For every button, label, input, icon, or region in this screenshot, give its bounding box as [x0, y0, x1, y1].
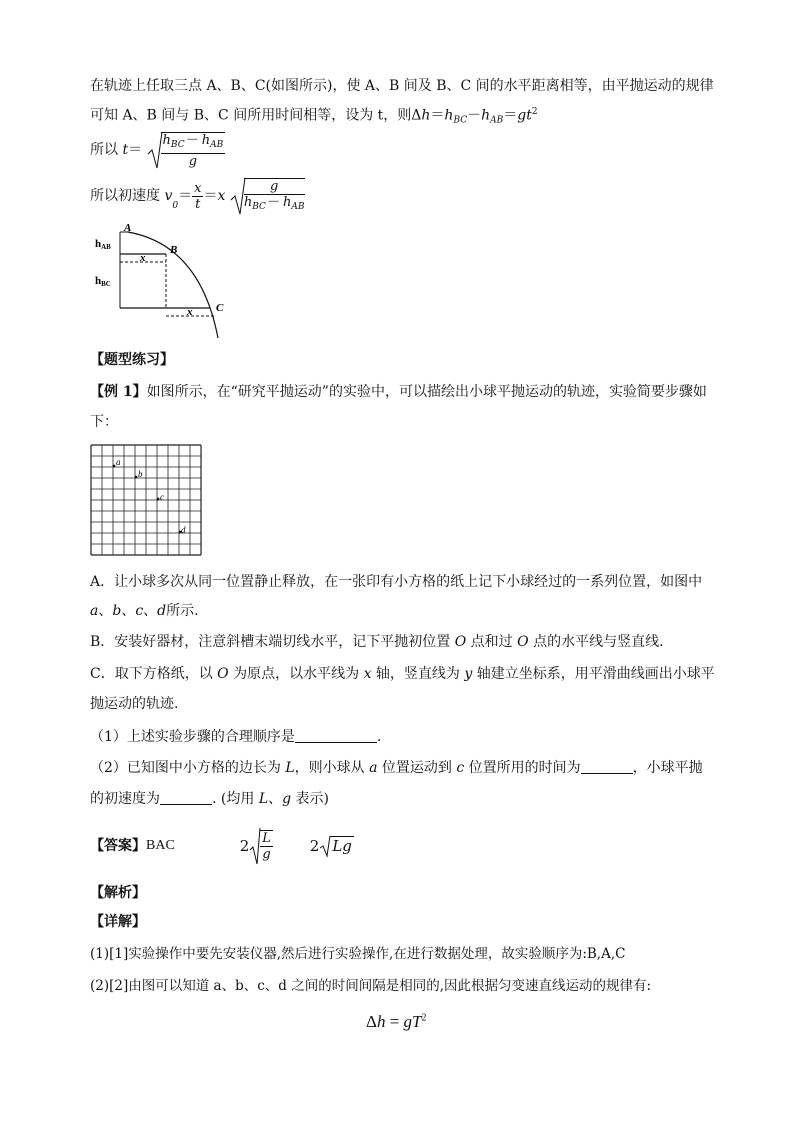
- point-c: [157, 498, 160, 501]
- intro-line-1: 在轨迹上任取三点 A、B、C(如图所示)，使 A、B 间及 B、C 间的水平距离相等，由平抛运动的规律: [90, 78, 714, 94]
- step-A-line-1: A．让小球多次从同一位置静止释放，在一张印有小方格的纸上记下小球经过的一系列位置，如图中: [90, 574, 703, 590]
- label-b: b: [138, 469, 143, 479]
- t-formula: 所以 t＝ $\frac{h_{BC}- h_{AB}}{g}$: [90, 130, 225, 172]
- point-a: [113, 465, 116, 468]
- label-hAB: hAB: [95, 238, 111, 251]
- answer-blank-2: [581, 759, 633, 774]
- label-a: a: [116, 457, 121, 467]
- step-C-line-1: C．取下方格纸，以 O 为原点，以水平线为 x 轴，竖直线为 y 轴建立坐标系，用平滑曲线画出小球平: [90, 666, 715, 682]
- question-1: （1）上述实验步骤的合理顺序是 .: [90, 729, 382, 745]
- question-2-line-1: （2）已知图中小方格的边长为 L，则小球从 a 位置运动到 c 位置所用的时间为 ，小球平抛: [90, 760, 703, 776]
- step-C-line-2: 抛运动的轨迹.: [90, 696, 179, 712]
- detail-title: 【详解】: [90, 914, 146, 930]
- question-2-line-2: 的初速度为 . (均用 L、g 表示): [90, 791, 329, 807]
- label-d: d: [181, 525, 186, 535]
- answer-blank-3: [160, 790, 212, 805]
- intro-line-2: 可知 A、B 间与 B、C 间所用时间相等，设为 t，则$\Delta h=h_{BC}-h_{AB}=gt^2$: [90, 107, 538, 126]
- section-title: 【题型练习】: [90, 352, 174, 368]
- analysis-title: 【解析】: [90, 885, 146, 901]
- point-b: [135, 476, 138, 479]
- label-x2: x: [187, 306, 193, 318]
- answer-blank-1: [295, 728, 377, 743]
- example-line-2: 下：: [90, 414, 118, 430]
- equation-delta-h: $\Delta h = gT^2$: [366, 1012, 427, 1031]
- answer-line: 【答案】BAC 2 $\frac{L}{g}$ 2 Lg: [90, 826, 354, 868]
- grid-lines: [91, 445, 201, 555]
- trajectory-figure: [90, 220, 240, 345]
- label-A: A: [124, 222, 132, 234]
- label-c: c: [160, 492, 164, 502]
- grid-figure: [90, 444, 202, 562]
- detail-paragraph-2: (2)[2]由图可以知道 a、b、c、d 之间的时间间隔是相同的,因此根据匀变速直线运动的规律有:: [90, 978, 652, 994]
- label-x1: x: [140, 252, 146, 264]
- v0-formula: 所以初速度 $v_0=$ $\frac{x}{t}$ ＝x $\frac{g}{h_{BC}- h_{AB}}$: [90, 176, 305, 218]
- label-B: B: [170, 244, 178, 256]
- detail-paragraph-1: (1)[1]实验操作中要先安装仪器,然后进行实验操作,在进行数据处理，故实验顺序为:B,A,C: [90, 946, 626, 962]
- label-C: C: [216, 302, 224, 314]
- step-A-line-2: a、b、c、d所示.: [90, 603, 199, 619]
- step-B: B．安装好器材，注意斜槽末端切线水平，记下平抛初位置 O 点和过 O 点的水平线与竖直线.: [90, 634, 664, 650]
- label-hBC: hBC: [95, 275, 111, 288]
- example-line-1: 【例 1】如图所示，在“研究平抛运动”的实验中，可以描绘出小球平抛运动的轨迹，实验简要步骤如: [90, 384, 707, 400]
